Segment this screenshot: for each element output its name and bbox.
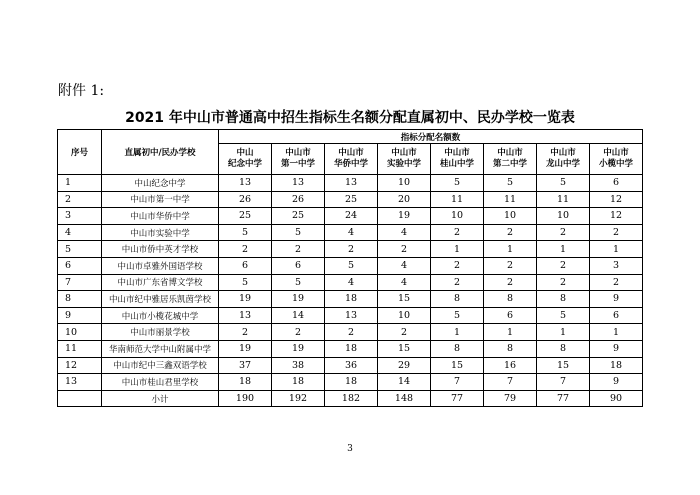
- header-column-line: 实验中学: [386, 159, 421, 169]
- row-value: 1: [431, 324, 484, 341]
- row-value: 4: [378, 257, 431, 274]
- row-seq: 7: [58, 274, 102, 291]
- row-value: 8: [484, 291, 537, 308]
- row-value: 19: [272, 340, 325, 357]
- header-school: 直属初中/民办学校: [102, 130, 219, 175]
- table-row: [58, 274, 643, 291]
- row-value: 19: [219, 291, 272, 308]
- row-seq: 1: [58, 175, 102, 192]
- row-school: 中山市实验中学: [102, 224, 219, 241]
- row-value: 19: [378, 208, 431, 225]
- row-value: 7: [484, 374, 537, 391]
- header-column-line: 中山市: [285, 148, 311, 158]
- header-column-line: 小榄中学: [599, 159, 634, 169]
- row-value: 5: [431, 175, 484, 192]
- row-value: 2: [325, 241, 378, 258]
- row-value: 5: [537, 175, 590, 192]
- row-value: 4: [378, 274, 431, 291]
- header-column-line: 纪念中学: [227, 159, 262, 169]
- row-value: 15: [378, 340, 431, 357]
- row-value: 10: [484, 208, 537, 225]
- header-seq: 序号: [58, 130, 102, 175]
- row-value: 15: [537, 357, 590, 374]
- row-value: 2: [537, 257, 590, 274]
- row-value: 5: [484, 175, 537, 192]
- row-school: 中山纪念中学: [102, 175, 219, 192]
- subtotal-value: 77: [537, 390, 590, 407]
- row-value: 18: [590, 357, 643, 374]
- row-value: 25: [325, 191, 378, 208]
- subtotal-row: [58, 390, 643, 407]
- row-value: 2: [590, 274, 643, 291]
- header-column: [272, 144, 325, 175]
- row-value: 26: [219, 191, 272, 208]
- row-value: 4: [325, 274, 378, 291]
- header-column-line: 中山市: [603, 148, 629, 158]
- row-value: 15: [378, 291, 431, 308]
- row-seq: 4: [58, 224, 102, 241]
- row-value: 38: [272, 357, 325, 374]
- row-value: 20: [378, 191, 431, 208]
- row-value: 1: [431, 241, 484, 258]
- row-value: 10: [378, 175, 431, 192]
- row-value: 7: [431, 374, 484, 391]
- row-seq: 6: [58, 257, 102, 274]
- row-value: 10: [431, 208, 484, 225]
- row-value: 1: [484, 324, 537, 341]
- row-value: 25: [219, 208, 272, 225]
- quota-table: [57, 129, 643, 407]
- row-seq: 9: [58, 307, 102, 324]
- row-value: 2: [378, 241, 431, 258]
- table-row: [58, 191, 643, 208]
- row-value: 6: [219, 257, 272, 274]
- row-value: 12: [590, 208, 643, 225]
- row-value: 14: [272, 307, 325, 324]
- table-row: [58, 291, 643, 308]
- subtotal-value: 192: [272, 390, 325, 407]
- table-row: [58, 241, 643, 258]
- header-column: [484, 144, 537, 175]
- subtotal-value: 90: [590, 390, 643, 407]
- row-value: 4: [378, 224, 431, 241]
- row-school: 中山市纪中雅居乐凯茵学校: [102, 291, 219, 308]
- row-seq: 10: [58, 324, 102, 341]
- table-row: [58, 257, 643, 274]
- subtotal-label: 小计: [102, 390, 219, 407]
- row-seq: 8: [58, 291, 102, 308]
- header-column: [590, 144, 643, 175]
- row-value: 26: [272, 191, 325, 208]
- header-column-line: 中山市: [550, 148, 576, 158]
- row-value: 5: [537, 307, 590, 324]
- row-school: 中山市侨中英才学校: [102, 241, 219, 258]
- row-value: 5: [431, 307, 484, 324]
- header-column-line: 中山市: [338, 148, 364, 158]
- row-value: 2: [272, 241, 325, 258]
- row-value: 13: [272, 175, 325, 192]
- table-row: [58, 307, 643, 324]
- row-value: 11: [484, 191, 537, 208]
- row-value: 2: [219, 241, 272, 258]
- row-value: 1: [590, 324, 643, 341]
- row-value: 18: [325, 374, 378, 391]
- row-value: 1: [484, 241, 537, 258]
- row-value: 2: [590, 224, 643, 241]
- header-column-line: 中山市: [497, 148, 523, 158]
- page-title: 2021 年中山市普通高中招生指标生名额分配直属初中、民办学校一览表: [125, 110, 575, 126]
- row-value: 8: [537, 291, 590, 308]
- row-seq: 12: [58, 357, 102, 374]
- row-school: 中山市桂山君里学校: [102, 374, 219, 391]
- header-column-line: 中山: [236, 148, 254, 158]
- table-row: [58, 374, 643, 391]
- row-value: 2: [431, 274, 484, 291]
- row-value: 9: [590, 291, 643, 308]
- row-value: 15: [431, 357, 484, 374]
- header-column-line: 中山市: [444, 148, 470, 158]
- row-value: 8: [484, 340, 537, 357]
- table-row: [58, 324, 643, 341]
- row-value: 2: [431, 224, 484, 241]
- row-value: 2: [378, 324, 431, 341]
- row-value: 29: [378, 357, 431, 374]
- row-school: 中山市华侨中学: [102, 208, 219, 225]
- row-value: 9: [590, 374, 643, 391]
- row-school: 中山市第一中学: [102, 191, 219, 208]
- header-column-line: 第一中学: [280, 159, 315, 169]
- header-column-line: 桂山中学: [439, 159, 474, 169]
- row-value: 18: [272, 374, 325, 391]
- row-value: 12: [590, 191, 643, 208]
- row-seq: 2: [58, 191, 102, 208]
- row-value: 13: [219, 307, 272, 324]
- row-school: 华南师范大学中山附属中学: [102, 340, 219, 357]
- header-column-line: 华侨中学: [333, 159, 368, 169]
- row-school: 中山市纪中三鑫双语学校: [102, 357, 219, 374]
- row-value: 13: [325, 175, 378, 192]
- row-value: 2: [484, 257, 537, 274]
- row-value: 3: [590, 257, 643, 274]
- row-value: 10: [537, 208, 590, 225]
- header-column: [537, 144, 590, 175]
- table-row: [58, 340, 643, 357]
- row-school: 中山市丽景学校: [102, 324, 219, 341]
- row-value: 5: [325, 257, 378, 274]
- row-value: 25: [272, 208, 325, 225]
- row-value: 6: [484, 307, 537, 324]
- row-value: 5: [272, 224, 325, 241]
- row-value: 18: [325, 291, 378, 308]
- row-value: 2: [325, 324, 378, 341]
- row-value: 14: [378, 374, 431, 391]
- subtotal-value: 77: [431, 390, 484, 407]
- row-value: 8: [431, 291, 484, 308]
- row-school: 中山市卓雅外国语学校: [102, 257, 219, 274]
- row-value: 2: [431, 257, 484, 274]
- header-quota-group: 指标分配名额数: [219, 130, 643, 144]
- row-value: 2: [484, 274, 537, 291]
- row-value: 8: [431, 340, 484, 357]
- table-row: [58, 357, 643, 374]
- header-column-line: 龙山中学: [545, 159, 580, 169]
- header-column: [219, 144, 272, 175]
- row-value: 2: [537, 274, 590, 291]
- row-value: 6: [272, 257, 325, 274]
- subtotal-value: 79: [484, 390, 537, 407]
- header-column: [431, 144, 484, 175]
- row-school: 中山市广东省博文学校: [102, 274, 219, 291]
- row-value: 2: [272, 324, 325, 341]
- header-column-line: 第二中学: [492, 159, 527, 169]
- header-column: [378, 144, 431, 175]
- row-value: 18: [219, 374, 272, 391]
- attachment-label: 附件 1:: [58, 83, 105, 99]
- row-value: 1: [537, 324, 590, 341]
- row-value: 18: [325, 340, 378, 357]
- row-value: 10: [378, 307, 431, 324]
- row-value: 8: [537, 340, 590, 357]
- subtotal-value: 182: [325, 390, 378, 407]
- row-value: 2: [484, 224, 537, 241]
- row-value: 37: [219, 357, 272, 374]
- row-value: 2: [537, 224, 590, 241]
- row-value: 7: [537, 374, 590, 391]
- row-seq: 3: [58, 208, 102, 225]
- table-row: [58, 208, 643, 225]
- row-value: 6: [590, 307, 643, 324]
- subtotal-value: 190: [219, 390, 272, 407]
- page-number: 3: [347, 444, 353, 454]
- row-value: 16: [484, 357, 537, 374]
- subtotal-seq: [58, 390, 102, 407]
- header-column: [325, 144, 378, 175]
- row-value: 1: [590, 241, 643, 258]
- row-value: 19: [219, 340, 272, 357]
- row-value: 5: [219, 224, 272, 241]
- row-value: 1: [537, 241, 590, 258]
- row-value: 5: [219, 274, 272, 291]
- row-seq: 5: [58, 241, 102, 258]
- row-school: 中山市小榄花城中学: [102, 307, 219, 324]
- row-value: 13: [219, 175, 272, 192]
- row-value: 19: [272, 291, 325, 308]
- row-value: 5: [272, 274, 325, 291]
- row-seq: 11: [58, 340, 102, 357]
- header-column-line: 中山市: [391, 148, 417, 158]
- subtotal-value: 148: [378, 390, 431, 407]
- row-value: 11: [431, 191, 484, 208]
- table-row: [58, 175, 643, 192]
- row-value: 2: [219, 324, 272, 341]
- row-value: 9: [590, 340, 643, 357]
- row-value: 4: [325, 224, 378, 241]
- row-value: 24: [325, 208, 378, 225]
- row-seq: 13: [58, 374, 102, 391]
- table-row: [58, 224, 643, 241]
- row-value: 36: [325, 357, 378, 374]
- row-value: 6: [590, 175, 643, 192]
- row-value: 13: [325, 307, 378, 324]
- row-value: 11: [537, 191, 590, 208]
